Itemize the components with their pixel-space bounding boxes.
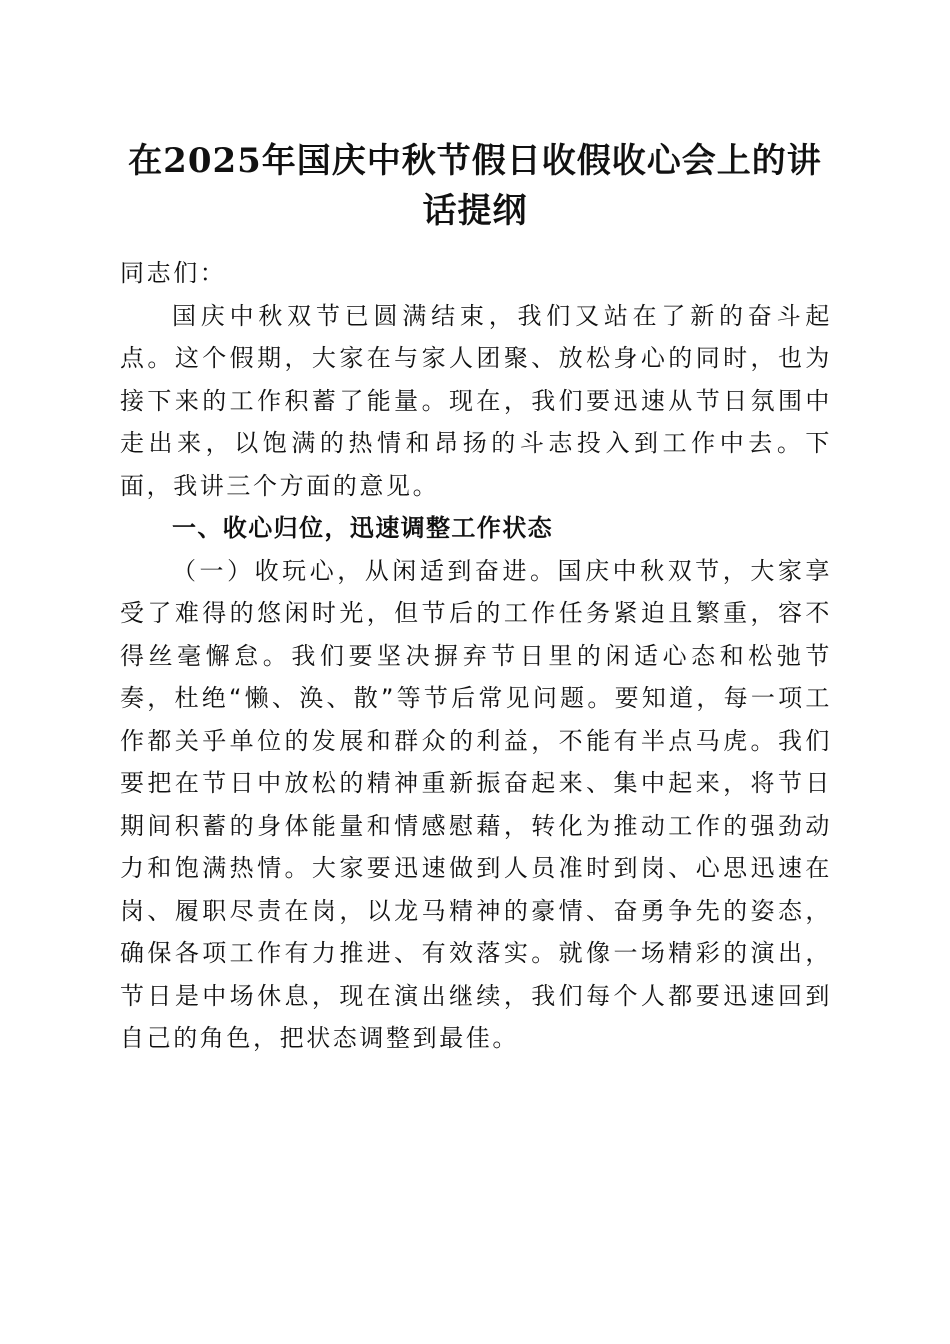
title-line-2: 话提纲 (422, 191, 528, 231)
title-line-1: 在2025年国庆中秋节假日收假收心会上的讲 (128, 141, 822, 181)
section-heading-1: 一、收心归位，迅速调整工作状态 (172, 514, 553, 542)
intro-paragraph: 国庆中秋双节已圆满结束，我们又站在了新的奋斗起点。这个假期，大家在与家人团聚、放松身心的同时，也为接下来的工作积蓄了能量。现在，我们要迅速从节日氛围中走出来，以饱满的热情和昂扬的斗志投入到工作中去。下面，我讲三个方面的意见。 (120, 301, 832, 500)
subsection-text-1: 国庆中秋双节，大家享受了难得的悠闲时光，但节后的工作任务紧迫且繁重，容不得丝毫懈怠。我们要坚决摒弃节日里的闲适心态和松弛节奏，杜绝“懒、涣、散”等节后常见问题。要知道，每一项工作都关乎单位的发展和群众的利益，不能有半点马虎。我们要把在节日中放松的精神重新振奋起来、集中起来，将节日期间积蓄的身体能量和情感慰藉，转化为推动工作的强劲动力和饱满热情。大家要迅速做到人员准时到岗、心思迅速在岗、履职尽责在岗，以龙马精神的豪情、奋勇争先的姿态，确保各项工作有力推进、有效落实。就像一场精彩的演出，节日是中场休息，现在演出继续，我们每个人都要迅速回到自己的角色，把状态调整到最佳。 (120, 556, 832, 1052)
subsection-lead-1: （一）收玩心，从闲适到奋进。 (172, 556, 558, 585)
subsection-paragraph-1 (120, 550, 832, 1060)
document-body (120, 252, 832, 1060)
greeting: 同志们： (120, 259, 227, 287)
document-title (118, 136, 832, 236)
